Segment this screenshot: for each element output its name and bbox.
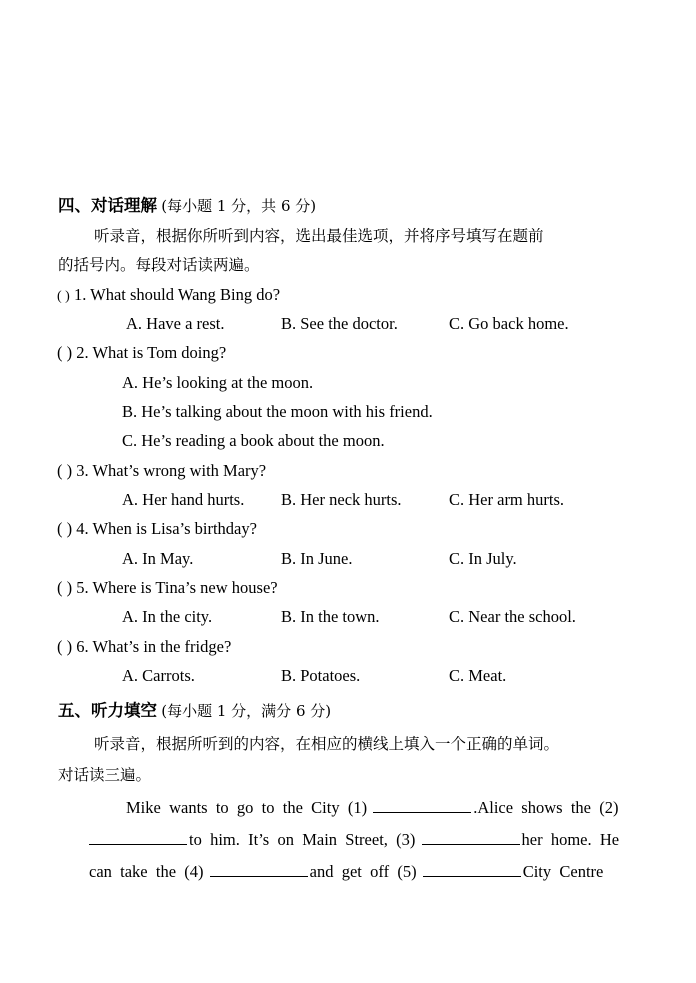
option-b: B. Potatoes. bbox=[281, 666, 361, 685]
option-a: A. In May. bbox=[122, 549, 194, 568]
question-5 bbox=[57, 577, 278, 599]
option-c: C. Meat. bbox=[449, 666, 507, 685]
option-a: A. Her hand hurts. bbox=[122, 490, 245, 509]
blank-3[interactable] bbox=[422, 828, 520, 845]
passage-text: to him. It’s on Main Street, (3) bbox=[189, 830, 416, 849]
option-a: A. Carrots. bbox=[122, 666, 195, 685]
question-1 bbox=[57, 284, 280, 308]
option-b: B. See the doctor. bbox=[281, 314, 398, 333]
section5-note: (每小题 1 分，满分 6 分) bbox=[161, 702, 332, 720]
section4-title: 四、对话理解 bbox=[58, 196, 157, 215]
question-text: 1. What should Wang Bing do? bbox=[73, 285, 281, 304]
question-6 bbox=[57, 636, 231, 658]
option-b: B. In June. bbox=[281, 549, 353, 568]
option-c: C. In July. bbox=[449, 549, 517, 568]
passage-text: City Centre bbox=[522, 862, 604, 881]
option-a: A. Have a rest. bbox=[126, 314, 225, 333]
question-text: 2. What is Tom doing? bbox=[76, 343, 227, 362]
option-c: C. Go back home. bbox=[449, 314, 569, 333]
answer-paren[interactable]: ( ) bbox=[57, 578, 73, 597]
option-c: C. Her arm hurts. bbox=[449, 490, 565, 509]
passage-line-1 bbox=[126, 796, 618, 819]
section5-instruction-line2: 对话读三遍。 bbox=[58, 766, 152, 784]
passage-line-3 bbox=[89, 860, 603, 883]
answer-paren[interactable]: ( ) bbox=[57, 519, 73, 538]
answer-paren[interactable]: ( ) bbox=[57, 289, 70, 304]
question-text: 3. What’s wrong with Mary? bbox=[76, 461, 267, 480]
question-4 bbox=[57, 518, 257, 540]
section4-note: (每小题 1 分，共 6 分) bbox=[161, 197, 317, 215]
question-text: 4. When is Lisa’s birthday? bbox=[76, 519, 257, 538]
section5-title: 五、听力填空 bbox=[58, 701, 157, 720]
answer-paren[interactable]: ( ) bbox=[57, 637, 73, 656]
question-text: 5. Where is Tina’s new house? bbox=[76, 578, 278, 597]
question-3 bbox=[57, 460, 266, 482]
answer-paren[interactable]: ( ) bbox=[57, 343, 73, 362]
passage-text: and get off (5) bbox=[309, 862, 417, 881]
blank-4[interactable] bbox=[210, 860, 308, 877]
blank-5[interactable] bbox=[423, 860, 521, 877]
section5-heading bbox=[58, 700, 331, 722]
option-a: A. In the city. bbox=[122, 607, 213, 626]
blank-1[interactable] bbox=[373, 796, 471, 813]
passage-text: her home. He bbox=[521, 830, 620, 849]
option-b: B. Her neck hurts. bbox=[281, 490, 402, 509]
section4-instruction-line2: 的括号内。每段对话读两遍。 bbox=[58, 256, 260, 274]
option-b: B. He’s talking about the moon with his friend. bbox=[122, 402, 433, 421]
section4-instruction-line1: 听录音，根据你所听到内容，选出最佳选项，并将序号填写在题前 bbox=[94, 227, 544, 245]
blank-2[interactable] bbox=[89, 828, 187, 845]
passage-text: Mike wants to go to the City (1) bbox=[126, 798, 368, 817]
option-c: C. He’s reading a book about the moon. bbox=[122, 431, 385, 450]
section5-instruction-line1: 听录音，根据所听到的内容，在相应的横线上填入一个正确的单词。 bbox=[94, 735, 560, 753]
passage-line-2 bbox=[89, 828, 619, 851]
question-2 bbox=[57, 342, 226, 364]
passage-text: .Alice shows the (2) bbox=[473, 798, 619, 817]
question-text: 6. What’s in the fridge? bbox=[76, 637, 232, 656]
option-c: C. Near the school. bbox=[449, 607, 576, 626]
option-a: A. He’s looking at the moon. bbox=[122, 373, 314, 392]
section4-heading bbox=[58, 195, 316, 217]
passage-text: can take the (4) bbox=[89, 862, 204, 881]
option-b: B. In the town. bbox=[281, 607, 380, 626]
answer-paren[interactable]: ( ) bbox=[57, 461, 73, 480]
